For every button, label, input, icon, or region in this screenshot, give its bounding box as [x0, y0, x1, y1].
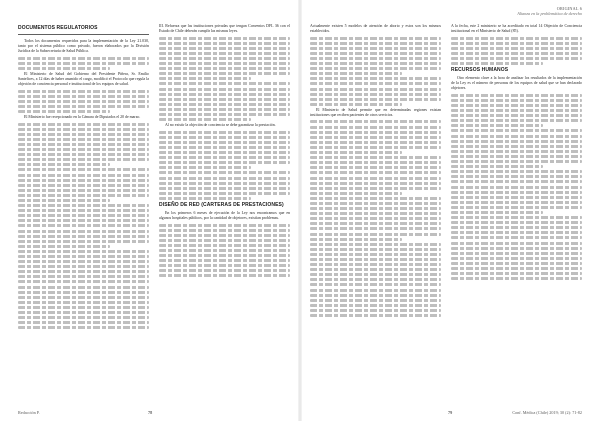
text-line	[451, 231, 582, 234]
text-line	[310, 182, 441, 185]
text-line	[18, 199, 110, 202]
text-line	[18, 105, 149, 108]
text-line	[451, 109, 582, 112]
page-number-left: 78	[148, 410, 153, 415]
text-line	[18, 270, 149, 273]
text-line	[451, 52, 582, 55]
text-line	[18, 250, 149, 253]
text-line	[310, 93, 441, 96]
text-line	[451, 119, 582, 122]
text-line	[451, 129, 582, 132]
text-line	[18, 245, 110, 248]
text-line	[18, 265, 149, 268]
paragraph: Al no existir la objeción de conciencia se debe garantizar la prestación.	[165, 123, 276, 128]
text-line	[451, 170, 582, 173]
text-line	[159, 103, 290, 106]
text-line	[310, 314, 441, 317]
text-line	[18, 189, 149, 192]
text-line	[310, 156, 441, 159]
text-line	[310, 243, 441, 246]
text-line	[451, 57, 582, 60]
text-line	[18, 148, 149, 151]
text-line	[310, 197, 441, 200]
text-line	[451, 216, 582, 219]
text-line	[159, 197, 251, 200]
paragraph: Otro elemento clave a la hora de analizar los resultados de la implementación de la Ley es el número de personas de los equipos de salud que se han declarado objetores.	[451, 76, 582, 91]
text-line	[18, 255, 149, 258]
right-page-columns	[310, 24, 582, 403]
text-line	[310, 77, 441, 80]
text-line	[310, 103, 402, 106]
text-line	[451, 140, 582, 143]
text-line	[451, 191, 582, 194]
text-line	[159, 192, 290, 195]
text-line	[159, 244, 290, 247]
text-line	[310, 253, 441, 256]
text-line	[159, 259, 290, 262]
text-line	[18, 321, 149, 324]
text-line	[310, 82, 441, 85]
text-line	[159, 118, 251, 121]
text-line	[18, 326, 149, 329]
text-line	[310, 309, 441, 312]
text-line	[310, 136, 441, 139]
text-line	[451, 37, 582, 40]
section-heading-documentos: DOCUMENTOS REGULATORIOS	[18, 25, 98, 31]
text-line	[451, 104, 582, 107]
text-line	[310, 131, 441, 134]
text-line	[159, 239, 290, 242]
text-line	[310, 42, 441, 45]
text-line	[310, 273, 441, 276]
text-line	[159, 254, 290, 257]
text-line	[310, 126, 441, 129]
text-line	[310, 212, 441, 215]
text-line	[18, 184, 149, 187]
text-line	[310, 227, 441, 230]
left-page-columns	[18, 24, 290, 403]
paragraph: Actualmente existen 5 modelos de atención de aborto y estos son los mismos establecidos.	[310, 24, 441, 34]
text-line	[310, 217, 441, 220]
text-line	[451, 42, 582, 45]
text-line	[451, 114, 582, 117]
text-line	[18, 204, 149, 207]
paragraph: Todos los documentos requeridos para la implementación de la Ley 21.030, tanto por el sistema público como privado, fueron elaborados por la División Jurídica de la Subsecretaría de Salud Pública.	[18, 39, 149, 54]
text-line	[451, 221, 582, 224]
text-line	[159, 131, 290, 134]
text-line	[310, 192, 402, 195]
text-line	[451, 201, 582, 204]
text-line	[159, 269, 290, 272]
text-line	[159, 67, 290, 70]
column-4	[451, 24, 582, 403]
text-line	[159, 37, 290, 40]
text-line	[18, 110, 110, 113]
running-head-ref: ORIGINAL 6	[556, 6, 582, 11]
text-line	[18, 209, 149, 212]
text-line	[310, 151, 402, 154]
text-line	[159, 72, 290, 75]
text-line	[18, 286, 149, 289]
text-line	[159, 151, 290, 154]
column-3	[310, 24, 441, 403]
page-number-right: 79	[448, 410, 453, 415]
text-line	[451, 277, 582, 280]
text-line	[159, 264, 290, 267]
text-line	[18, 230, 149, 233]
paragraph: El Ministerio de Salud del Gobierno del Presidente Piñera, Sr. Emilio Santelices, a 12 días de haber asumido el cargo, modificó el Protocolo que regula la objeción de conciencia personal e institucional de los equipos de salud.	[18, 71, 149, 87]
text-line	[451, 155, 582, 158]
column-1	[18, 24, 149, 403]
text-line	[310, 238, 402, 241]
text-line	[310, 299, 441, 302]
paragraph: En los primeros 6 meses de ejecución de la Ley nos encontramos que en algunos hospitales públicos, por la cantidad de objetores, existían problemas.	[159, 210, 290, 221]
text-line	[18, 311, 149, 314]
text-line	[310, 278, 441, 281]
text-line	[451, 247, 582, 250]
text-line	[18, 62, 149, 65]
text-line	[159, 141, 290, 144]
text-line	[159, 42, 290, 45]
text-line	[159, 77, 251, 80]
text-line	[310, 171, 441, 174]
text-line	[159, 136, 290, 139]
heading-rule	[18, 34, 149, 35]
text-line	[159, 249, 290, 252]
text-line	[18, 143, 149, 146]
text-line	[451, 267, 582, 270]
text-line	[451, 94, 582, 97]
text-line	[451, 272, 582, 275]
text-line	[310, 283, 441, 286]
text-line	[159, 47, 290, 50]
text-line	[310, 187, 441, 190]
text-line	[310, 47, 441, 50]
text-line	[159, 146, 290, 149]
text-line	[18, 100, 149, 103]
text-line	[18, 316, 149, 319]
text-line	[18, 123, 149, 126]
text-line	[310, 37, 441, 40]
text-line	[18, 240, 149, 243]
text-line	[451, 186, 582, 189]
footer-right: Conf. Médica (Chile) 2019; 30 (2): 71-82	[512, 410, 582, 415]
text-line	[159, 166, 251, 169]
text-line	[451, 175, 582, 178]
text-line	[18, 214, 149, 217]
text-line	[310, 207, 441, 210]
section-heading-diseno-de-red: DISEÑO DE RED (CARTERAS DE PRESTACIONES)	[159, 201, 284, 208]
text-line	[159, 224, 290, 227]
text-line	[18, 90, 149, 93]
text-line	[451, 211, 543, 214]
text-line	[159, 108, 290, 111]
text-line	[451, 145, 582, 148]
text-line	[451, 150, 582, 153]
footer-left: Redacción P.	[18, 410, 40, 415]
text-line	[451, 165, 543, 168]
text-line	[159, 229, 290, 232]
text-line	[18, 133, 149, 136]
text-line	[159, 57, 290, 60]
text-line	[18, 301, 149, 304]
text-line	[18, 67, 110, 70]
text-line	[18, 153, 149, 156]
text-line	[451, 180, 582, 183]
text-line	[451, 252, 582, 255]
text-line	[159, 182, 290, 185]
text-line	[18, 138, 149, 141]
running-head	[517, 6, 582, 16]
text-line	[451, 99, 582, 102]
text-line	[18, 275, 149, 278]
text-line	[310, 52, 441, 55]
text-line	[451, 160, 582, 163]
text-line	[159, 274, 290, 277]
text-line	[159, 82, 290, 85]
text-line	[18, 306, 149, 309]
text-line	[310, 120, 441, 123]
right-page	[300, 0, 600, 421]
text-line	[310, 146, 441, 149]
text-line	[159, 52, 290, 55]
text-line	[18, 260, 149, 263]
paragraph: El Ministerio fue recepcionado en la Cámara de Diputados el 20 de marzo.	[24, 115, 141, 120]
text-line	[159, 93, 290, 96]
text-line	[159, 161, 290, 164]
text-line	[451, 226, 582, 229]
text-line	[159, 177, 290, 180]
text-line	[18, 128, 149, 131]
column-2	[159, 24, 290, 403]
text-line	[310, 72, 402, 75]
text-line	[159, 88, 290, 91]
text-line	[310, 202, 441, 205]
running-head-subtitle: Alianza en la problemática de derecho	[517, 11, 582, 16]
text-line	[310, 98, 441, 101]
text-line	[18, 168, 149, 171]
text-line	[159, 62, 290, 65]
text-line	[310, 177, 441, 180]
text-line	[159, 234, 290, 237]
text-line	[159, 98, 290, 101]
text-line	[451, 236, 582, 239]
text-line	[18, 280, 149, 283]
text-line	[451, 62, 543, 65]
text-line	[18, 174, 149, 177]
text-line	[310, 248, 441, 251]
text-line	[310, 57, 441, 60]
text-line	[451, 124, 543, 127]
paragraph: A la fecha, este 2 ministerio se ha acreditado en total 14 Objeción de Conciencia institucional en el Ministerio de Salud (85).	[451, 24, 582, 34]
text-line	[159, 113, 290, 116]
text-line	[18, 194, 149, 197]
text-line	[18, 179, 149, 182]
text-line	[310, 222, 441, 225]
text-line	[310, 88, 441, 91]
text-line	[451, 135, 582, 138]
text-line	[310, 233, 441, 236]
text-line	[18, 296, 149, 299]
text-line	[18, 291, 149, 294]
text-line	[310, 263, 441, 266]
text-line	[451, 47, 582, 50]
text-line	[159, 171, 290, 174]
text-line	[18, 163, 110, 166]
text-line	[159, 156, 290, 159]
text-line	[159, 187, 290, 190]
text-line	[310, 141, 441, 144]
text-line	[310, 289, 441, 292]
text-line	[310, 62, 441, 65]
text-line	[310, 268, 441, 271]
paragraph: III. Refuerza que las instituciones privadas que tengan Convenios DFL 36 con el Estado de Chile deberán cumplir las mismas leyes.	[159, 24, 290, 34]
text-line	[310, 258, 441, 261]
text-line	[451, 257, 582, 260]
text-line	[451, 242, 582, 245]
text-line	[310, 166, 441, 169]
text-line	[310, 294, 441, 297]
text-line	[18, 235, 149, 238]
text-line	[18, 158, 149, 161]
paragraph: El Ministerio de Salud permite que en determinadas regiones existan instituciones que reciben pacientes de otros servicios.	[310, 107, 441, 117]
text-line	[310, 67, 441, 70]
text-line	[451, 206, 582, 209]
text-line	[451, 262, 582, 265]
text-line	[18, 219, 149, 222]
text-line	[310, 304, 441, 307]
text-line	[18, 57, 149, 60]
text-line	[310, 161, 441, 164]
section-heading-recursos-humanos: RECURSOS HUMANOS	[451, 67, 509, 74]
text-line	[451, 196, 582, 199]
text-line	[18, 95, 149, 98]
text-line	[18, 224, 149, 227]
